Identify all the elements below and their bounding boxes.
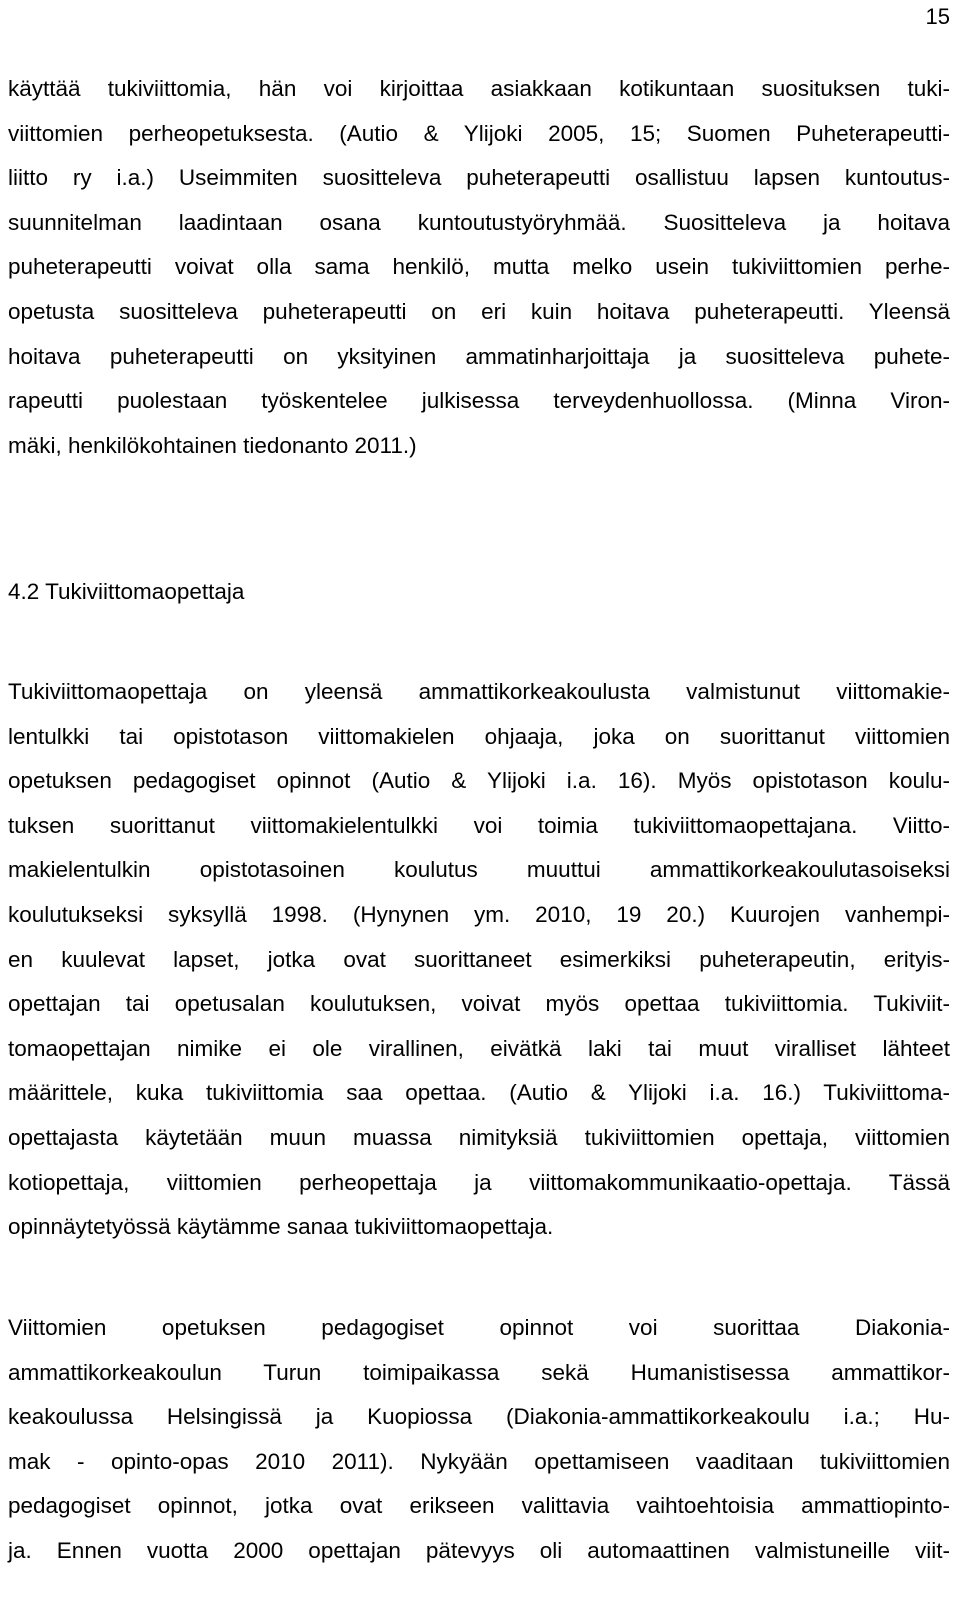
- text-line: makielentulkin opistotasoinen koulutus muuttui ammattikorkeakoulutasoiseksi: [8, 857, 950, 883]
- text-line: Tukiviittomaopettaja on yleensä ammattikorkeakoulusta valmistunut viittomakie-: [8, 679, 950, 704]
- paragraph-2: [8, 670, 950, 1250]
- text-line: opetuksen pedagogiset opinnot (Autio & Ylijoki i.a. 16). Myös opistotason koulu-: [8, 768, 950, 794]
- text-line: rapeutti puolestaan työskentelee julkisessa terveydenhuollossa. (Minna Viron-: [8, 388, 950, 414]
- text-line: ammattikorkeakoulun Turun toimipaikassa sekä Humanistisessa ammattikor-: [8, 1359, 950, 1385]
- page-number: 15: [925, 4, 950, 29]
- paragraph-1: [8, 67, 950, 468]
- text-line: opetusta suositteleva puheterapeutti on eri kuin hoitava puheterapeutti. Yleensä: [8, 298, 950, 324]
- text-line: liitto ry i.a.) Useimmiten suositteleva puheterapeutti osallistuu lapsen kuntoutus-: [8, 165, 950, 191]
- text-line: mäki, henkilökohtainen tiedonanto 2011.): [8, 432, 417, 458]
- text-line: pedagogiset opinnot, jotka ovat erikseen valittavia vaihtoehtoisia ammattiopinto-: [8, 1493, 950, 1519]
- text-line: tomaopettajan nimike ei ole virallinen, eivätkä laki tai muut viralliset lähteet: [8, 1035, 950, 1061]
- text-line: määrittele, kuka tukiviittomia saa opettaa. (Autio & Ylijoki i.a. 16.) Tukiviittoma-: [8, 1080, 950, 1106]
- text-line: Viittomien opetuksen pedagogiset opinnot voi suorittaa Diakonia-: [8, 1315, 950, 1340]
- text-line: opettajasta käytetään muun muassa nimityksiä tukiviittomien opettaja, viittomien: [8, 1124, 950, 1150]
- text-line: suunnitelman laadintaan osana kuntoutustyöryhmää. Suositteleva ja hoitava: [8, 209, 950, 235]
- text-line: tuksen suorittanut viittomakielentulkki voi toimia tukiviittomaopettajana. Viitto-: [8, 812, 950, 838]
- text-line: ja. Ennen vuotta 2000 opettajan pätevyys oli automaattinen valmistuneille viit-: [8, 1537, 950, 1563]
- text-line: käyttää tukiviittomia, hän voi kirjoittaa asiakkaan kotikuntaan suosituksen tuki-: [8, 76, 950, 101]
- text-line: mak - opinto-opas 2010 2011). Nykyään opettamiseen vaaditaan tukiviittomien: [8, 1448, 950, 1474]
- text-line: puheterapeutti voivat olla sama henkilö, mutta melko usein tukiviittomien perhe-: [8, 254, 950, 280]
- text-line: lentulkki tai opistotason viittomakielen ohjaaja, joka on suorittanut viittomien: [8, 723, 950, 749]
- text-line: opinnäytetyössä käytämme sanaa tukiviittomaopettaja.: [8, 1214, 554, 1240]
- text-line: keakoulussa Helsingissä ja Kuopiossa (Diakonia-ammattikorkeakoulu i.a.; Hu-: [8, 1404, 950, 1430]
- text-line: opettajan tai opetusalan koulutuksen, voivat myös opettaa tukiviittomia. Tukiviit-: [8, 991, 950, 1017]
- paragraph-3: [8, 1306, 950, 1574]
- text-line: en kuulevat lapset, jotka ovat suorittaneet esimerkiksi puheterapeutin, erityis-: [8, 946, 950, 972]
- text-line: koulutukseksi syksyllä 1998. (Hynynen ym. 2010, 19 20.) Kuurojen vanhempi-: [8, 901, 950, 927]
- text-line: hoitava puheterapeutti on yksityinen ammatinharjoittaja ja suositteleva puhete-: [8, 343, 950, 369]
- text-line: kotiopettaja, viittomien perheopettaja ja viittomakommunikaatio-opettaja. Tässä: [8, 1169, 950, 1195]
- text-line: viittomien perheopetuksesta. (Autio & Ylijoki 2005, 15; Suomen Puheterapeutti-: [8, 120, 950, 146]
- section-heading: 4.2 Tukiviittomaopettaja: [8, 579, 245, 604]
